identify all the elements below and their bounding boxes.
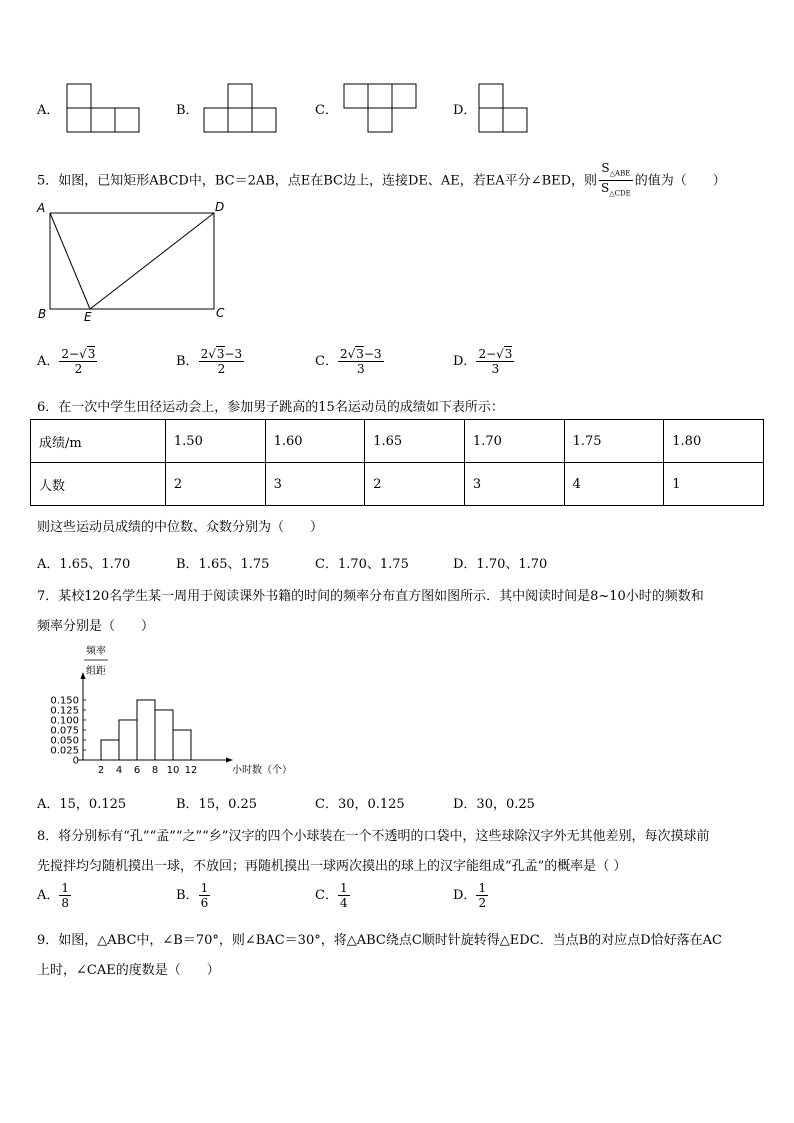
q8-option-b-label: B．	[176, 888, 199, 903]
q5-option-d-fraction: $\frac{2-√3}{3}$	[478, 347, 513, 376]
q8-option-d-label: D．	[453, 888, 477, 903]
rectangle-abcd	[50, 213, 214, 309]
y-tick-label: 0.125	[50, 705, 79, 717]
q4-net-a	[66, 83, 140, 133]
q7-option-d: D．30，0.25	[453, 797, 535, 812]
q8-stem-line1: 8．将分别标有“孔”“孟”“之”“乡”汉字的四个小球装在一个不透明的口袋中，这些球除汉字外无其他差别，每次摸球前	[37, 829, 710, 844]
q7-stem-line2: 频率分别是（ ）	[37, 619, 155, 634]
q8-c-den: 4	[339, 896, 348, 910]
y-tick-label: 0.050	[50, 735, 79, 747]
q4-option-c-label: C．	[315, 103, 338, 118]
segment-de	[90, 213, 214, 309]
q8-option-a	[37, 881, 71, 910]
histogram-bar	[173, 730, 191, 760]
x-tick-label: 10	[166, 765, 180, 776]
q7-option-c: C．30，0.125	[315, 797, 405, 812]
q5-d-radicand: 3	[504, 347, 513, 361]
histogram-bar	[137, 700, 155, 760]
q5-ratio-den: S	[601, 181, 610, 196]
x-tick-label: 2	[97, 765, 105, 776]
segment-ae	[50, 213, 90, 309]
q5-option-d-label: D．	[453, 354, 477, 369]
q4-net-b	[203, 83, 277, 133]
q5-c-num-post: −3	[363, 347, 382, 361]
q5-option-b-label: B．	[176, 354, 199, 369]
q9-stem-line1: 9．如图，△ABC中，∠B＝70°，则∠BAC＝30°，将△ABC绕点C顺时针旋转得△EDC．当点B的对应点D恰好落在AC	[37, 933, 722, 948]
q9-stem-line2: 上时，∠CAE的度数是（ ）	[37, 963, 220, 978]
vertex-c: C	[216, 306, 225, 320]
q8-d-num: 1	[478, 881, 487, 895]
histogram-bar	[155, 710, 173, 760]
q8-c-num: 1	[339, 881, 348, 895]
y-tick-label: 0.100	[50, 715, 79, 727]
q8-option-b-fraction	[199, 881, 211, 910]
q6-option-b: B．1.65、1.75	[176, 557, 270, 572]
y-tick-label: 0.075	[50, 725, 79, 737]
q5-stem	[37, 161, 726, 201]
q8-a-den: 8	[61, 896, 70, 910]
q5-option-c	[315, 347, 384, 376]
x-tick-label: 12	[184, 765, 198, 776]
y-tick-label: 0.025	[50, 745, 79, 757]
x-tick-label: 4	[115, 765, 123, 776]
q5-b-den: 2	[217, 362, 226, 376]
q7-option-b: B．15，0.25	[176, 797, 258, 812]
q6-option-c: C．1.70、1.75	[315, 557, 409, 572]
q5-b-num-post: −3	[224, 347, 243, 361]
q5-a-num-pre: 2−	[61, 347, 80, 361]
q5-a-radicand: 3	[87, 347, 96, 361]
q5-option-c-fraction: $\frac{2√3-3}{3}$	[339, 347, 382, 376]
vertex-b: B	[38, 307, 47, 321]
q5-c-den: 3	[356, 362, 365, 376]
q8-option-c-label: C．	[315, 888, 338, 903]
q4-net-c	[343, 83, 417, 133]
vertex-e: E	[84, 310, 92, 324]
q8-b-num: 1	[200, 881, 209, 895]
table-cell: 1.65	[365, 420, 465, 463]
q8-b-den: 6	[200, 896, 209, 910]
q6-question: 则这些运动员成绩的中位数、众数分别为（ ）	[37, 520, 324, 535]
q6-score-table	[30, 419, 764, 506]
q5-option-a-label: A．	[37, 354, 60, 369]
q5-d-den: 3	[491, 362, 500, 376]
q8-option-a-label: A．	[37, 888, 60, 903]
table-cell: 1.80	[664, 420, 764, 463]
q4-option-a-label: A．	[37, 103, 60, 118]
q5-option-c-label: C．	[315, 354, 338, 369]
q8-option-c-fraction	[338, 881, 350, 910]
table-row-header	[31, 420, 764, 463]
vertex-d: D	[215, 200, 225, 214]
table-cell: 1.75	[564, 420, 664, 463]
histogram-bar	[119, 720, 137, 760]
q5-option-a	[37, 347, 97, 376]
q8-stem-line2: 先搅拌均匀随机摸出一球，不放回；再随机摸出一球两次摸出的球上的汉字能组成“孔孟”的概率是（ ）	[37, 859, 627, 874]
q5-stem-text: 5．如图，已知矩形ABCD中，BC＝2AB，点E在BC边上，连接DE、AE，若EA平分∠BED，则	[37, 173, 598, 189]
q5-ratio-den-sub: △CDE	[609, 189, 631, 198]
q5-area-ratio	[599, 161, 633, 201]
q8-option-b	[176, 881, 210, 910]
q7-histogram	[38, 640, 292, 780]
q5-a-den: 2	[74, 362, 83, 376]
table-cell: 人数	[31, 463, 166, 506]
q4-option-b-label: B．	[176, 103, 199, 118]
vertex-a: A	[37, 201, 46, 215]
ylabel-top: 频率	[86, 646, 106, 657]
q5-option-b	[176, 347, 244, 376]
table-cell: 1.50	[165, 420, 265, 463]
q7-option-a: A．15，0.125	[37, 797, 127, 812]
q8-d-den: 2	[478, 896, 487, 910]
q8-option-c	[315, 881, 350, 910]
table-cell: 2	[365, 463, 465, 506]
table-cell: 1.70	[464, 420, 564, 463]
q6-stem: 6．在一次中学生田径运动会上，参加男子跳高的15名运动员的成绩如下表所示：	[37, 400, 504, 415]
q4-net-d	[478, 83, 528, 133]
q5-ratio-num: S	[601, 161, 610, 175]
q5-c-radicand: 3	[356, 347, 364, 361]
ylabel-bottom: 组距	[86, 666, 106, 677]
table-cell: 4	[564, 463, 664, 506]
y-axis-arrow	[81, 672, 86, 679]
q4-option-d-label: D．	[453, 103, 477, 118]
table-cell: 3	[464, 463, 564, 506]
q8-option-d	[453, 881, 488, 910]
table-cell: 1	[664, 463, 764, 506]
q5-ratio-num-sub: △ABE	[609, 169, 631, 178]
q8-option-d-fraction	[476, 881, 488, 910]
q6-option-a: A．1.65、1.70	[37, 557, 131, 572]
table-cell: 3	[265, 463, 365, 506]
x-tick-label: 8	[151, 765, 159, 776]
xlabel: 小时数（个）	[232, 765, 292, 776]
q5-option-a-fraction: $\frac{2-√3}{2}$	[61, 347, 96, 376]
q8-a-num: 1	[61, 881, 70, 895]
q5-option-d	[453, 347, 514, 376]
q5-c-num-pre: 2	[339, 347, 348, 361]
table-cell: 2	[165, 463, 265, 506]
x-tick-label: 6	[133, 765, 141, 776]
q5-rectangle-figure	[34, 198, 234, 324]
q5-d-num-pre: 2−	[478, 347, 497, 361]
q7-stem-line1: 7．某校120名学生某一周用于阅读课外书籍的时间的频率分布直方图如图所示．其中阅读时间是8~10小时的频数和	[37, 589, 704, 604]
q5-stem-end: 的值为（ ）	[634, 173, 726, 189]
q5-b-num-pre: 2	[200, 347, 209, 361]
table-cell: 成绩/m	[31, 420, 166, 463]
q8-option-a-fraction	[59, 881, 71, 910]
table-cell: 1.60	[265, 420, 365, 463]
table-row-count	[31, 463, 764, 506]
q5-b-radicand: 3	[216, 347, 225, 361]
q6-option-d: D．1.70、1.70	[453, 557, 548, 572]
y-tick-label: 0	[72, 755, 79, 767]
x-axis-arrow	[226, 758, 233, 763]
q5-option-b-fraction: $\frac{2√3-3}{2}$	[200, 347, 243, 376]
histogram-bar	[101, 740, 119, 760]
y-tick-label: 0.150	[50, 695, 79, 707]
